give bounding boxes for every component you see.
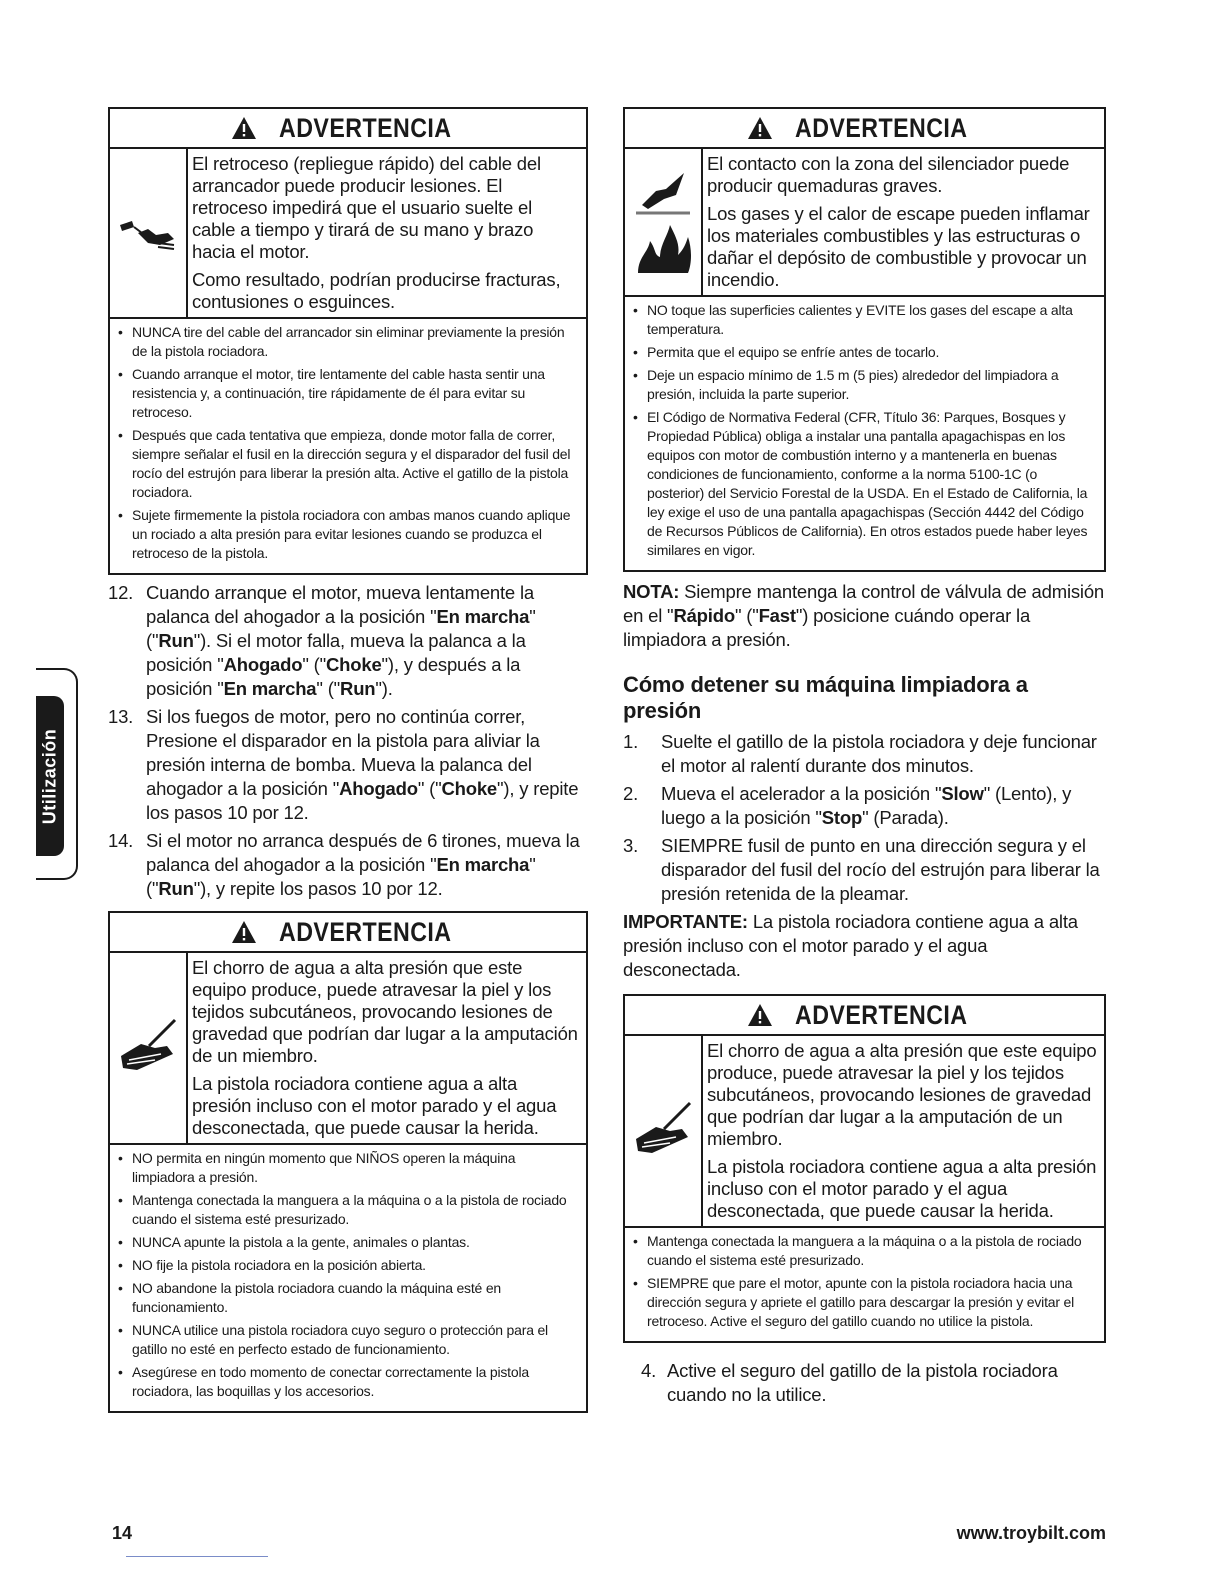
step-1	[623, 730, 1106, 778]
step-number: 3.	[623, 835, 639, 856]
spray-injection-hand-icon	[110, 953, 188, 1143]
footer-divider	[126, 1556, 268, 1557]
step-text: Cuando arranque el motor, mueva lentamente la palanca del ahogador a la posición "En marcha" ("Run"). Si el motor falla, mueva la palanca a la posición "Ahogado" ("Choke"), y después a la posición "En marcha" ("Run").	[146, 582, 536, 699]
warning-text	[188, 149, 586, 317]
warning-box-injection	[108, 911, 588, 1413]
nota-paragraph: NOTA: Siempre mantenga la control de válvula de admisión en el "Rápido" ("Fast") posicione cuándo operar la limpiadora a presión.	[623, 581, 1104, 650]
warning-paragraph: El chorro de agua a alta presión que este equipo produce, puede atravesar la piel y los tejidos subcutáneos, provocando lesiones de gravedad que podrían dar lugar a la amputación de un miembro.	[707, 1040, 1097, 1149]
warning-bullet: • Permita que el equipo se enfríe antes de tocarlo.	[633, 343, 1096, 362]
step-number: 4.	[641, 1360, 657, 1381]
warning-bullet: • Después que cada tentativa que empieza, donde motor falla de correr, siempre señalar el fusil en la dirección segura y el disparador del fusil del rocío del estrujón para liberar la presión alta. Active el gatillo de la pistola rociadora.	[118, 426, 578, 502]
right-column	[623, 107, 1106, 1411]
warning-body	[625, 1036, 1104, 1228]
warning-triangle-icon	[747, 1003, 773, 1027]
warning-bullet: • El Código de Normativa Federal (CFR, Título 36: Parques, Bosques y Propiedad Pública) obliga a instalar una pantalla apagachispas en los equipos con motor de combustión interno y a mantenerla en buenas condiciones de funcionamiento, conforme a la norma 5100-1C (o posterior) del Servicio Forestal de la USDA. En el Estado de California, la ley exige el uso de una pantalla apagachispas (Sección 4442 del Código de Recursos Públicos de California). En otros estados puede haber leyes similares en vigor.	[633, 408, 1096, 560]
warning-title: ADVERTENCIA	[795, 999, 968, 1030]
spray-injection-hand-icon	[625, 1036, 703, 1226]
step-text: Si el motor no arranca después de 6 tirones, mueva la palanca del ahogador a la posición "En marcha" ("Run"), y repite los pasos 10 por 12.	[146, 830, 580, 899]
importante-paragraph: IMPORTANTE: La pistola rociadora contiene agua a alta presión incluso con el motor parado y el agua desconectada.	[623, 911, 1078, 980]
warning-bullet: • NUNCA apunte la pistola a la gente, animales o plantas.	[118, 1233, 578, 1252]
step-number: 2.	[623, 783, 639, 804]
warning-bullet: • NO permita en ningún momento que NIÑOS operen la máquina limpiadora a presión.	[118, 1149, 578, 1187]
warning-paragraph: La pistola rociadora contiene agua a alta presión incluso con el motor parado y el agua desconectada, que puede causar la herida.	[707, 1156, 1097, 1221]
warning-bullet: • Cuando arranque el motor, tire lentamente del cable hasta sentir una resistencia y, a continuación, tire rápidamente de él para evitar su retroceso.	[118, 365, 578, 422]
stop-steps-list	[623, 730, 1106, 906]
warning-body	[110, 149, 586, 319]
warning-bullet-list	[110, 1145, 586, 1411]
warning-bullet: • NO abandone la pistola rociadora cuando la máquina esté en funcionamiento.	[118, 1279, 578, 1317]
warning-triangle-icon	[747, 116, 773, 140]
recoil-hand-icon	[110, 149, 188, 317]
step-text: Mueva el acelerador a la posición "Slow" (Lento), y luego a la posición "Stop" (Parada).	[661, 783, 1072, 828]
warning-paragraph: El contacto con la zona del silenciador puede producir quemaduras graves.	[707, 153, 1070, 196]
warning-body	[110, 953, 586, 1145]
warning-text	[703, 1036, 1104, 1226]
page-number: 14	[112, 1523, 133, 1543]
warning-bullet: • NO toque las superficies calientes y EVITE los gases del escape a alta temperatura.	[633, 301, 1096, 339]
hot-surface-icon	[630, 169, 696, 219]
step-13	[108, 705, 588, 825]
step-number: 13.	[108, 706, 134, 727]
warning-text	[703, 149, 1104, 295]
warning-bullet: • Asegúrese en todo momento de conectar correctamente la pistola rociadora, las boquillas y los accesorios.	[118, 1363, 578, 1401]
warning-title: ADVERTENCIA	[795, 112, 968, 143]
section-heading: Cómo detener su máquina limpiadora a presión	[623, 672, 1028, 723]
warning-paragraph: El chorro de agua a alta presión que este equipo produce, puede atravesar la piel y los tejidos subcutáneos, provocando lesiones de gravedad que podrían dar lugar a la amputación de un miembro.	[192, 957, 578, 1066]
step-4	[623, 1359, 1106, 1407]
warning-header	[110, 109, 586, 149]
warning-paragraph: La pistola rociadora contiene agua a alta presión incluso con el motor parado y el agua desconectada, que puede causar la herida.	[192, 1073, 557, 1138]
stop-steps-list-cont	[623, 1359, 1106, 1407]
step-text: Active el seguro del gatillo de la pistola rociadora cuando no la utilice.	[667, 1360, 1058, 1405]
warning-box-muffler	[623, 107, 1106, 572]
warning-paragraph: El retroceso (repliegue rápido) del cable del arrancador puede producir lesiones. El retroceso impedirá que el usuario suelte el cable a tiempo y tirará de su mano y brazo hacia el motor.	[192, 153, 541, 262]
step-number: 14.	[108, 830, 134, 851]
section-side-tab	[36, 668, 78, 880]
warning-bullet: • Mantenga conectada la manguera a la máquina o a la pistola de rociado cuando el sistema esté presurizado.	[118, 1191, 578, 1229]
warning-bullet-list	[625, 1228, 1104, 1341]
warning-text	[188, 953, 586, 1143]
warning-header	[625, 109, 1104, 149]
warning-bullet: • NUNCA tire del cable del arrancador sin eliminar previamente la presión de la pistola rociadora.	[118, 323, 578, 361]
website-url: www.troybilt.com	[956, 1523, 1106, 1543]
warning-header	[110, 913, 586, 953]
warning-title: ADVERTENCIA	[278, 112, 452, 143]
warning-bullet-list	[110, 319, 586, 573]
warning-box-injection-2	[623, 994, 1106, 1343]
step-14	[108, 829, 588, 901]
start-steps-list	[108, 581, 588, 901]
step-text: Si los fuegos de motor, pero no continúa correr, Presione el disparador en la pistola para aliviar la presión interna de bomba. Mueva la palanca del ahogador a la posición "Ahogado" ("Choke"), y repite los pasos 10 por 12.	[146, 706, 579, 823]
warning-triangle-icon	[231, 920, 257, 944]
warning-bullet: • NO fije la pistola rociadora en la posición abierta.	[118, 1256, 578, 1275]
warning-paragraph: Los gases y el calor de escape pueden inflamar los materiales combustibles y las estructuras o dañar el depósito de combustible y provocar un incendio.	[707, 203, 1090, 290]
warning-bullet-list	[625, 297, 1104, 570]
step-2	[623, 782, 1106, 830]
step-number: 1.	[623, 731, 639, 752]
step-number: 12.	[108, 582, 134, 603]
warning-bullet: • NUNCA utilice una pistola rociadora cuyo seguro o protección para el gatillo no esté en perfecto estado de funcionamiento.	[118, 1321, 578, 1359]
section-tab-label: Utilización	[39, 728, 60, 824]
step-text: SIEMPRE fusil de punto en una dirección segura y el disparador del fusil del rocío del estrujón para liberar la presión retenida de la pleamar.	[661, 835, 1100, 904]
flame-icon	[630, 219, 696, 275]
warning-header	[625, 996, 1104, 1036]
step-text: Suelte el gatillo de la pistola rociadora y deje funcionar el motor al ralentí durante dos minutos.	[661, 731, 1097, 776]
warning-box-recoil	[108, 107, 588, 575]
step-12	[108, 581, 588, 701]
warning-bullet: • SIEMPRE que pare el motor, apunte con la pistola rociadora hacia una dirección segura y apriete el gatillo para descargar la presión y evitar el retroceso. Active el seguro del gatillo cuando no utilice la pistola.	[633, 1274, 1096, 1331]
warning-triangle-icon	[231, 116, 257, 140]
warning-title: ADVERTENCIA	[278, 916, 452, 947]
warning-paragraph: Como resultado, podrían producirse fracturas, contusiones o esguinces.	[192, 269, 561, 312]
warning-body	[625, 149, 1104, 297]
left-column	[108, 107, 588, 1413]
warning-bullet: • Sujete firmemente la pistola rociadora con ambas manos cuando aplique un rociado a alta presión para evitar lesiones cuando se produzca el retroceso de la pistola.	[118, 506, 578, 563]
step-3	[623, 834, 1106, 906]
burn-fire-icon	[625, 149, 703, 295]
section-tab-bar	[36, 696, 64, 856]
warning-bullet: • Deje un espacio mínimo de 1.5 m (5 pies) alrededor del limpiadora a presión, incluida la parte superior.	[633, 366, 1096, 404]
warning-bullet: • Mantenga conectada la manguera a la máquina o a la pistola de rociado cuando el sistema esté presurizado.	[633, 1232, 1096, 1270]
